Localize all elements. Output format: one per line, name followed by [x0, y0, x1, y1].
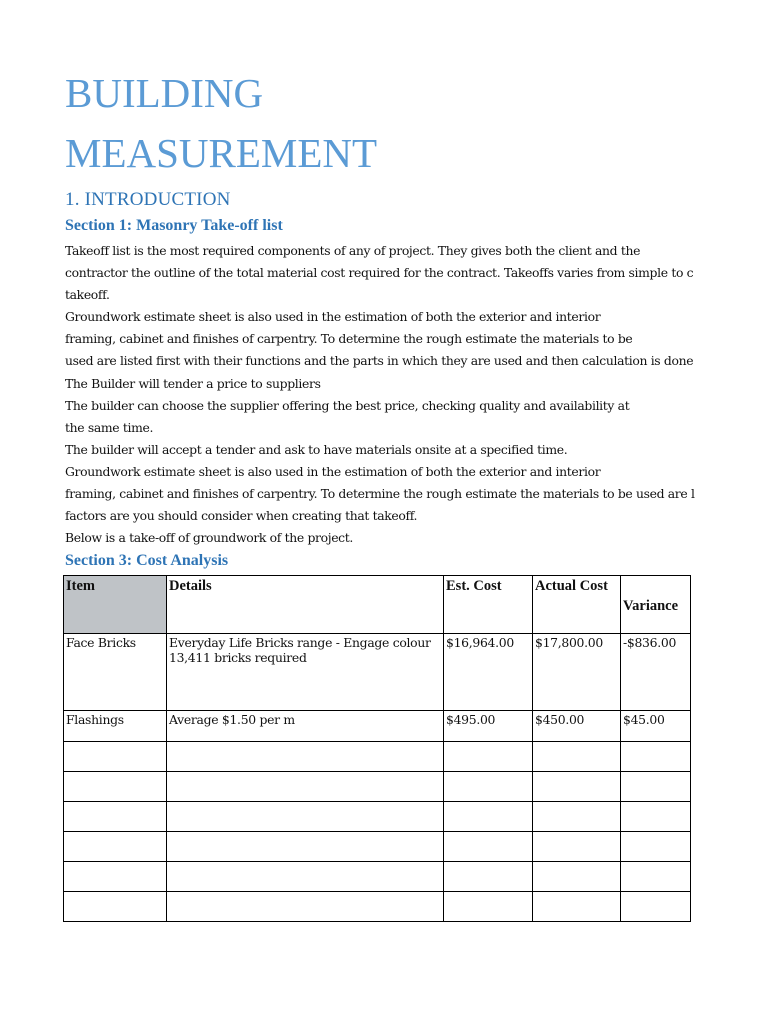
- cell-item: Face Bricks: [64, 634, 167, 711]
- cell-actual-cost: $17,800.00: [533, 634, 621, 711]
- cell-item: Flashings: [64, 711, 167, 742]
- empty-table-row: [64, 832, 691, 862]
- empty-cell: [167, 832, 444, 862]
- column-header-item: Item: [64, 576, 167, 634]
- empty-cell: [621, 832, 691, 862]
- details-line: 13,411 bricks required: [169, 650, 307, 665]
- cell-variance: $45.00: [621, 711, 691, 742]
- cell-est-cost: $16,964.00: [444, 634, 533, 711]
- empty-cell: [64, 772, 167, 802]
- column-header-variance: [621, 576, 691, 634]
- empty-cell: [444, 742, 533, 772]
- body-line: contractor the outline of the total material cost required for the contract. Takeoffs varies from simple to c: [65, 265, 694, 281]
- table-row: [64, 634, 691, 711]
- body-line: the same time.: [65, 419, 154, 435]
- empty-cell: [533, 802, 621, 832]
- empty-cell: [444, 832, 533, 862]
- empty-cell: [621, 772, 691, 802]
- body-line: The builder will accept a tender and ask to have materials onsite at a specified time.: [65, 441, 568, 457]
- cell-details: [167, 711, 444, 742]
- empty-cell: [64, 742, 167, 772]
- body-line: Groundwork estimate sheet is also used in the estimation of both the exterior and interior: [65, 309, 601, 325]
- body-line: The builder can choose the supplier offering the best price, checking quality and availability at: [65, 397, 630, 413]
- introduction-heading: 1. INTRODUCTION: [65, 189, 231, 210]
- empty-cell: [533, 832, 621, 862]
- empty-table-row: [64, 772, 691, 802]
- table-header-row: [64, 576, 691, 634]
- section-1-heading: Section 1: Masonry Take-off list: [65, 217, 283, 234]
- document-title-line-2: MEASUREMENT: [65, 130, 378, 176]
- empty-cell: [621, 742, 691, 772]
- empty-cell: [533, 892, 621, 922]
- empty-cell: [167, 802, 444, 832]
- body-line: framing, cabinet and finishes of carpentry. To determine the rough estimate the materials to be used are l: [65, 486, 695, 502]
- cell-actual-cost: $450.00: [533, 711, 621, 742]
- cell-details: [167, 634, 444, 711]
- cell-est-cost: $495.00: [444, 711, 533, 742]
- cost-analysis-table: [63, 575, 691, 922]
- variance-header-label: Variance: [623, 598, 679, 614]
- empty-table-row: [64, 742, 691, 772]
- empty-cell: [533, 742, 621, 772]
- empty-cell: [167, 742, 444, 772]
- body-line: framing, cabinet and finishes of carpentry. To determine the rough estimate the materials to be: [65, 331, 633, 347]
- body-line: Takeoff list is the most required components of any of project. They gives both the client and the: [65, 243, 641, 258]
- details-line: Everyday Life Bricks range - Engage colour: [169, 635, 431, 650]
- empty-cell: [444, 892, 533, 922]
- section-3-heading: Section 3: Cost Analysis: [65, 552, 229, 569]
- table-row: [64, 711, 691, 742]
- empty-cell: [533, 862, 621, 892]
- empty-cell: [64, 832, 167, 862]
- empty-cell: [533, 772, 621, 802]
- column-header-actual-cost: Actual Cost: [533, 576, 621, 634]
- empty-cell: [64, 802, 167, 832]
- details-line: Average $1.50 per m: [169, 712, 295, 727]
- introduction-body: [65, 240, 695, 549]
- column-header-est-cost: Est. Cost: [444, 576, 533, 634]
- body-line: Below is a take-off of groundwork of the project.: [65, 530, 353, 546]
- empty-table-row: [64, 862, 691, 892]
- column-header-details: Details: [167, 576, 444, 634]
- empty-cell: [621, 862, 691, 892]
- body-line: Groundwork estimate sheet is also used in the estimation of both the exterior and interior: [65, 463, 601, 479]
- empty-cell: [444, 802, 533, 832]
- empty-cell: [64, 862, 167, 892]
- empty-cell: [444, 862, 533, 892]
- cell-variance: -$836.00: [621, 634, 691, 711]
- empty-cell: [167, 772, 444, 802]
- body-line: The Builder will tender a price to suppliers: [65, 375, 321, 391]
- empty-cell: [621, 892, 691, 922]
- empty-cell: [167, 862, 444, 892]
- empty-cell: [167, 892, 444, 922]
- empty-table-row: [64, 892, 691, 922]
- empty-table-row: [64, 802, 691, 832]
- body-line: factors are you should consider when creating that takeoff.: [65, 508, 418, 524]
- document-title-line-1: BUILDING: [65, 70, 264, 116]
- empty-cell: [64, 892, 167, 922]
- body-line: used are listed first with their functions and the parts in which they are used and then calculation is done: [65, 353, 694, 369]
- body-line: takeoff.: [65, 287, 110, 303]
- empty-cell: [621, 802, 691, 832]
- empty-cell: [444, 772, 533, 802]
